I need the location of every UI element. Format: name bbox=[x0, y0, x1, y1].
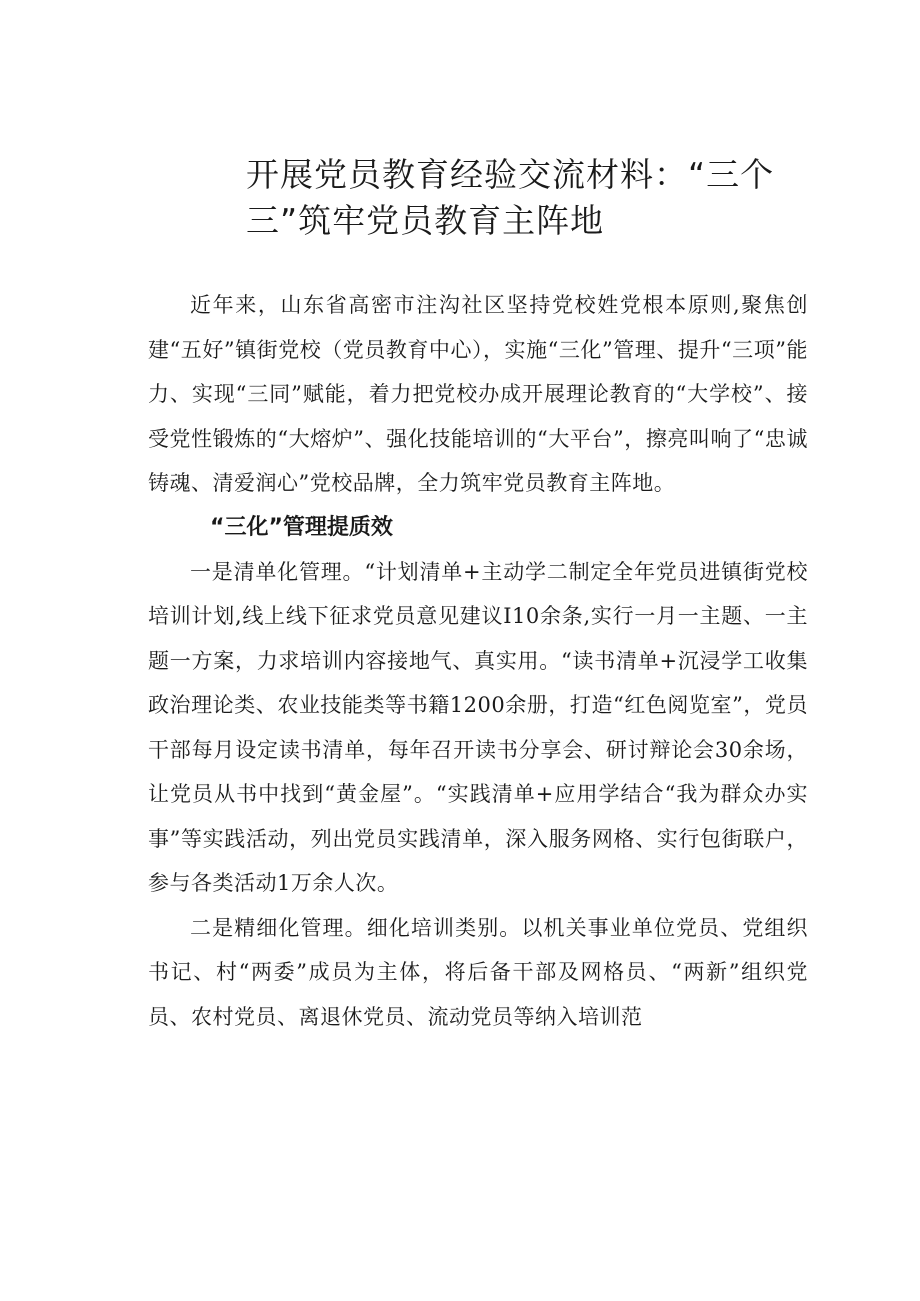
title-line-1: 开展党员教育经验交流材料：“三个 bbox=[246, 155, 775, 194]
paragraph-fine-management: 二是精细化管理。细化培训类别。以机关事业单位党员、党组织书记、村“两委”成员为主体，将后备干部及网格员、“两新”组织党员、农村党员、离退休党员、流动党员等纳入培训范 bbox=[148, 915, 808, 1029]
section-heading-three-management: “三化”管理提质效 bbox=[210, 514, 393, 540]
title-line-2: 三”筑牢党员教育主阵地 bbox=[246, 201, 605, 240]
document-body bbox=[148, 283, 808, 1039]
paragraph-list-management: 一是清单化管理。“计划清单+主动学二制定全年党员进镇街党校培训计划,线上线下征求党员意见建议I10余条,实行一月一主题、一主题一方案，力求培训内容接地气、真实用。“读书清单+沉浸学工收集政治理论类、农业技能类等书籍1200余册，打造“红色阅览室”，党员干部每月设定读书清单，每年召开读书分享会、研讨辩论会30余场，让党员从书中找到“黄金屋”。“实践清单+应用学结合“我为群众办实事”等实践活动，列出党员实践清单，深入服务网格、实行包街联户，参与各类活动1万余人次。 bbox=[148, 559, 808, 895]
intro-paragraph: 近年来，山东省高密市注沟社区坚持党校姓党根本原则,聚焦创建“五好”镇街党校（党员教育中心），实施“三化”管理、提升“三项”能力、实现“三同”赋能，着力把党校办成开展理论教育的“大学校”、接受党性锻炼的“大熔炉”、强化技能培训的“大平台”，擦亮叫响了“忠诚铸魂、清爱润心”党校品牌，全力筑牢党员教育主阵地。 bbox=[148, 293, 808, 495]
document-title bbox=[246, 152, 806, 244]
